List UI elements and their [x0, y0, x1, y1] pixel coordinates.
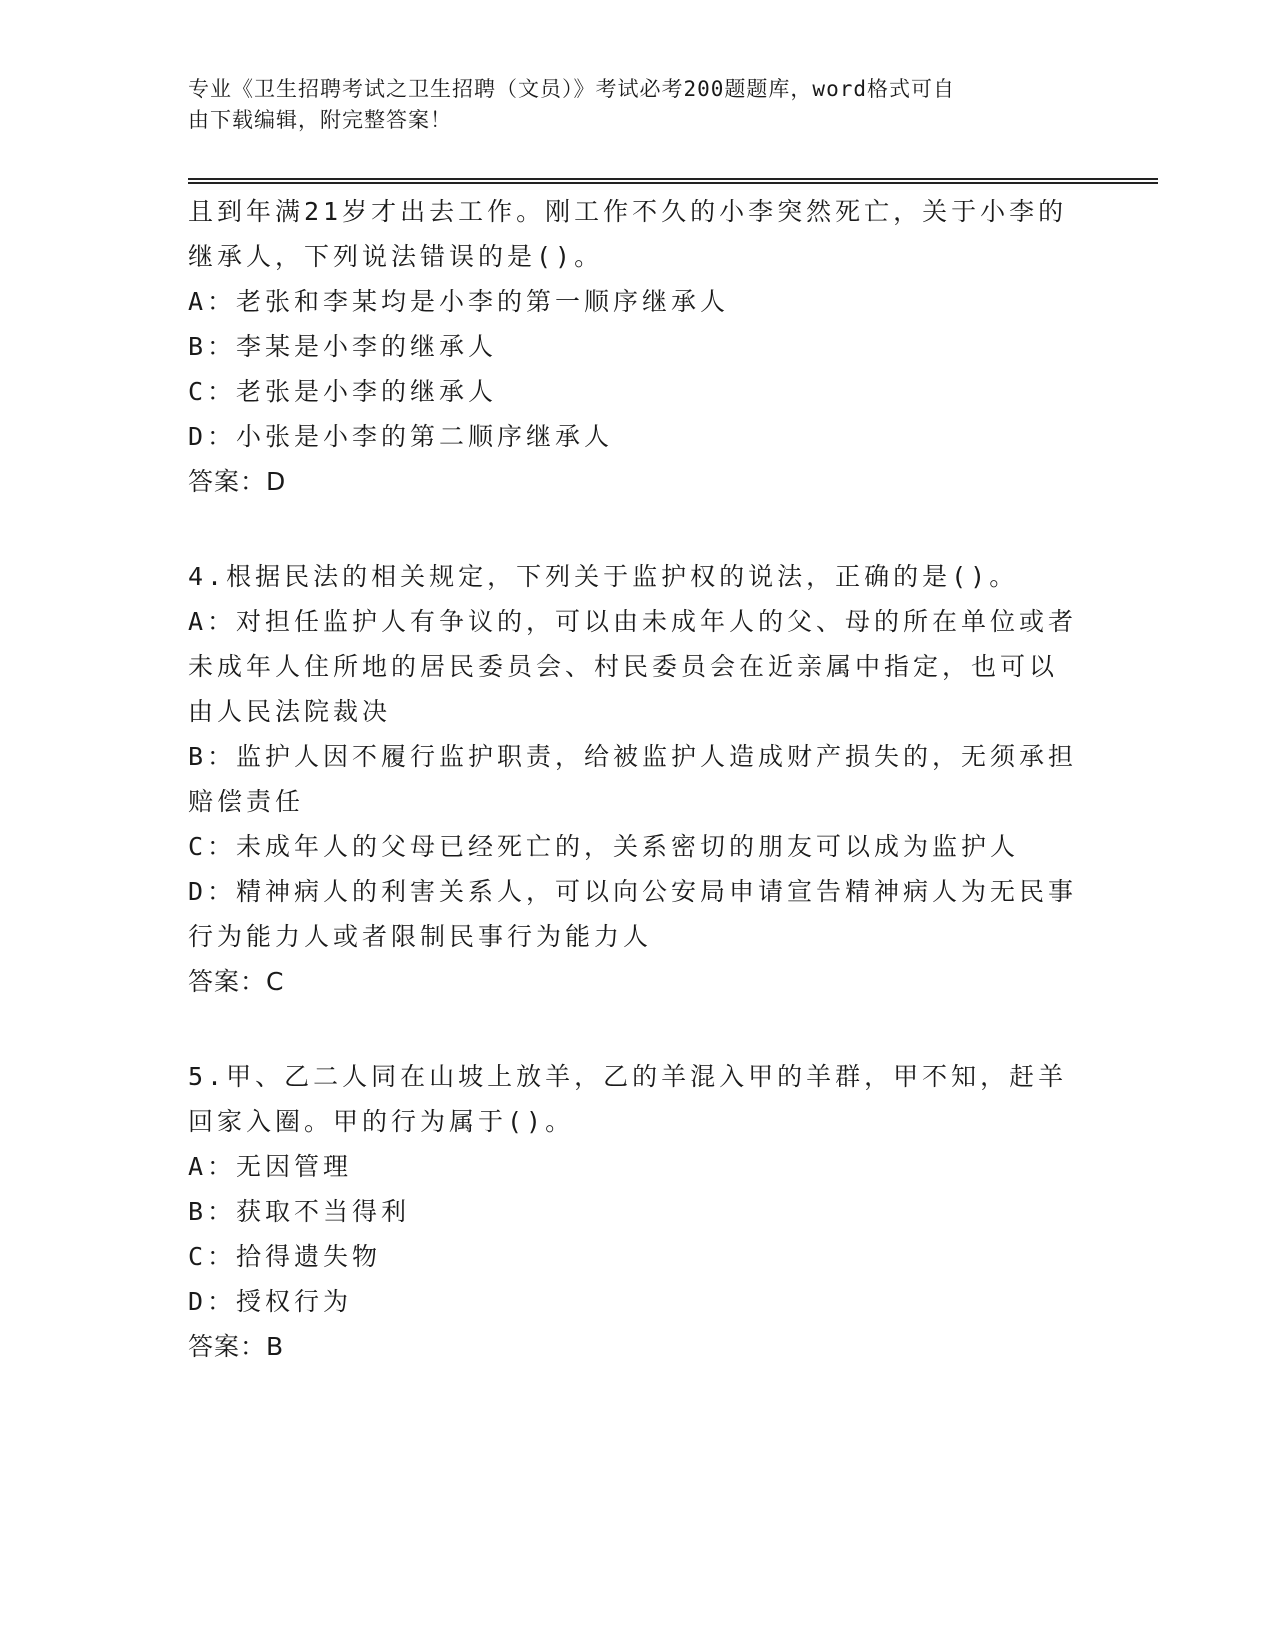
- option-b: B：李某是小李的继承人: [188, 332, 498, 361]
- header-line: 由下载编辑，附完整答案！: [188, 108, 452, 132]
- question-block: [188, 1054, 1088, 1369]
- question-stem-line: 4.根据民法的相关规定，下列关于监护权的说法，正确的是()。: [188, 562, 1019, 591]
- answer-line: 答案：C: [188, 967, 285, 996]
- option-c: C：老张是小李的继承人: [188, 377, 498, 406]
- option-c: C：未成年人的父母已经死亡的，关系密切的朋友可以成为监护人: [188, 832, 1020, 861]
- option-d-continued: 行为能力人或者限制民事行为能力人: [188, 922, 653, 951]
- rule-line-bottom: [188, 182, 1158, 184]
- option-d: D：小张是小李的第二顺序继承人: [188, 422, 614, 451]
- question-block: [188, 189, 1088, 504]
- option-a-continued: 未成年人住所地的居民委员会、村民委员会在近亲属中指定，也可以: [188, 652, 1059, 681]
- option-a: A：老张和李某均是小李的第一顺序继承人: [188, 287, 730, 316]
- option-a: A：无因管理: [188, 1152, 353, 1181]
- answer-line: 答案：D: [188, 467, 287, 496]
- question-gap: [188, 504, 1088, 554]
- question-stem-line: 且到年满21岁才出去工作。刚工作不久的小李突然死亡，关于小李的: [188, 197, 1068, 226]
- question-gap: [188, 1004, 1088, 1054]
- question-block: [188, 554, 1088, 1004]
- option-a-continued: 由人民法院裁决: [188, 697, 392, 726]
- option-d: D：授权行为: [188, 1287, 353, 1316]
- header-double-rule: [188, 178, 1158, 184]
- header-line: 专业《卫生招聘考试之卫生招聘（文员）》考试必考200题题库，word格式可自: [188, 77, 955, 101]
- document-header: [188, 74, 1088, 136]
- answer-line: 答案：B: [188, 1332, 285, 1361]
- rule-line-top: [188, 178, 1158, 180]
- question-stem-line: 5.甲、乙二人同在山坡上放羊，乙的羊混入甲的羊群，甲不知，赶羊: [188, 1062, 1068, 1091]
- option-b: B：监护人因不履行监护职责，给被监护人造成财产损失的，无须承担: [188, 742, 1078, 771]
- option-d: D：精神病人的利害关系人，可以向公安局申请宣告精神病人为无民事: [188, 877, 1078, 906]
- option-a: A：对担任监护人有争议的，可以由未成年人的父、母的所在单位或者: [188, 607, 1078, 636]
- question-stem-line: 回家入圈。甲的行为属于()。: [188, 1107, 575, 1136]
- question-list: [188, 189, 1088, 1369]
- option-c: C：拾得遗失物: [188, 1242, 382, 1271]
- option-b-continued: 赔偿责任: [188, 787, 305, 816]
- question-stem-line: 继承人，下列说法错误的是()。: [188, 242, 604, 271]
- option-b: B：获取不当得利: [188, 1197, 411, 1226]
